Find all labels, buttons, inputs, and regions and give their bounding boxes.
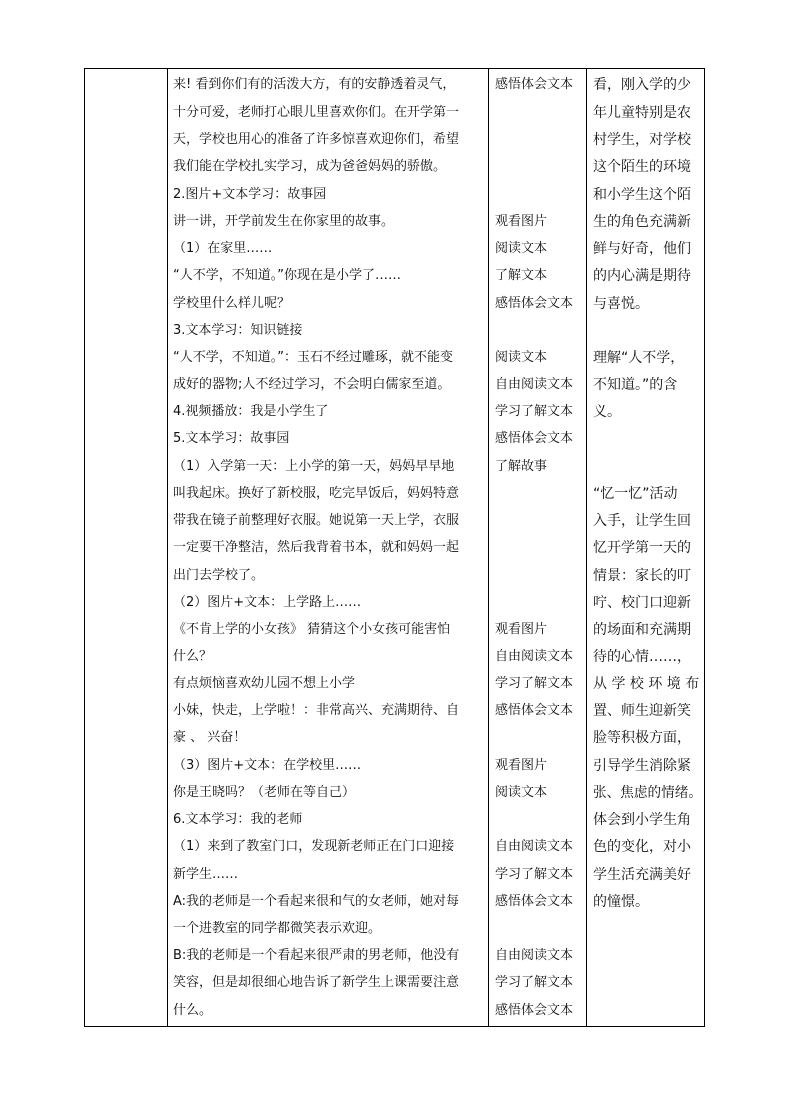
- text-line: 6.文本学习：我的老师: [173, 812, 303, 827]
- text-line: 的场面和充满期: [593, 622, 691, 638]
- text-line: 小妹，快走，上学啦！：非常高兴、充满期待、自: [173, 703, 460, 718]
- text-line: 自由阅读文本: [495, 377, 574, 392]
- column-design-intent: [587, 69, 706, 1026]
- text-line: “忆一忆”活动: [593, 486, 678, 502]
- text-line: 叫我起床。换好了新校服，吃完早饭后，妈妈特意: [173, 486, 460, 501]
- text-line: （1）来到了教室门口，发现新老师正在门口迎接: [173, 839, 455, 854]
- text-line: 鲜与好奇，他们: [593, 241, 691, 257]
- text-line: 5.文本学习：故事园: [173, 431, 290, 446]
- text-line: 学习了解文本: [495, 404, 574, 419]
- text-line: 出门去学校了。: [173, 568, 265, 583]
- column-teaching-content: [168, 69, 488, 1026]
- text-line: 《不肯上学的小女孩》 猜猜这个小女孩可能害怕: [173, 622, 451, 637]
- lesson-plan-table: [84, 68, 705, 1027]
- text-line: 和小学生这个陌: [593, 187, 691, 203]
- text-line: 感悟体会文本: [495, 296, 574, 311]
- text-line: 色的变化，对小: [593, 839, 691, 855]
- text-line: （1）入学第一天：上小学的第一天，妈妈早早地: [173, 459, 455, 474]
- text-line: 年儿童特别是农: [593, 105, 691, 121]
- text-line: 学习了解文本: [495, 867, 574, 882]
- text-line: 理解“人不学，: [593, 350, 685, 366]
- text-line: 带我在镜子前整理好衣服。她说第一天上学，衣服: [173, 513, 460, 528]
- text-line: 笑容，但是却很细心地告诉了新学生上课需要注意: [173, 975, 460, 990]
- text-line: 入手，让学生回: [593, 513, 691, 529]
- text-line: （1）在家里……: [173, 241, 273, 256]
- text-line: 豪 、 兴奋！: [173, 730, 247, 745]
- text-line: 感悟体会文本: [495, 431, 574, 446]
- text-line: 张、焦虑的情绪。: [593, 785, 702, 801]
- text-line: 忆开学第一天的: [593, 540, 691, 556]
- text-line: “人不学，不知道。”你现在是小学了……: [173, 268, 401, 283]
- text-line: 学习了解文本: [495, 975, 574, 990]
- text-line: 义。: [593, 404, 621, 420]
- text-line: 这个陌生的环境: [593, 159, 691, 175]
- text-line: （2）图片+文本：上学路上……: [173, 595, 362, 610]
- text-line: 自由阅读文本: [495, 649, 574, 664]
- text-line: 什么。: [173, 1003, 213, 1018]
- text-line: 观看图片: [495, 214, 548, 229]
- text-line: 了解故事: [495, 459, 548, 474]
- text-line: 感悟体会文本: [495, 77, 574, 92]
- text-line: 我们能在学校扎实学习，成为爸爸妈妈的骄傲。: [173, 159, 447, 174]
- text-line: 的憧憬。: [593, 894, 649, 910]
- text-line: 看，刚入学的少: [593, 77, 691, 93]
- text-line: 不知道。”的含: [593, 377, 678, 393]
- text-line: 引导学生消除紧: [593, 758, 691, 774]
- text-line: 4.视频播放：我是小学生了: [173, 404, 329, 419]
- text-line: 一个进教室的同学都微笑表示欢迎。: [173, 921, 382, 936]
- text-line: 从 学 校 环 境 布: [593, 676, 700, 692]
- text-line: 有点烦恼喜欢幼儿园不想上小学: [173, 676, 356, 691]
- text-line: A:我的老师是一个看起来很和气的女老师，她对每: [173, 894, 460, 909]
- text-line: 感悟体会文本: [495, 703, 574, 718]
- text-line: 情景：家长的叮: [593, 568, 691, 584]
- text-line: 观看图片: [495, 622, 548, 637]
- text-line: 3.文本学习：知识链接: [173, 323, 303, 338]
- text-line: 感悟体会文本: [495, 894, 574, 909]
- text-line: 学习了解文本: [495, 676, 574, 691]
- text-line: 一定要干净整洁，然后我背着书本，就和妈妈一起: [173, 540, 460, 555]
- text-line: 新学生……: [173, 867, 239, 882]
- text-line: 自由阅读文本: [495, 948, 574, 963]
- text-line: （3）图片+文本：在学校里……: [173, 758, 362, 773]
- column-student-activity: [489, 69, 586, 1026]
- text-line: 脸等积极方面，: [593, 730, 691, 746]
- text-line: 2.图片+文本学习：故事园: [173, 187, 327, 202]
- text-line: 与喜悦。: [593, 296, 649, 312]
- text-line: 感悟体会文本: [495, 1003, 574, 1018]
- text-line: 生的角色充满新: [593, 214, 691, 230]
- text-line: 学生活充满美好: [593, 867, 691, 883]
- text-line: “人不学，不知道。”：玉石不经过雕琢，就不能变: [173, 350, 453, 365]
- text-line: 咛、校门口迎新: [593, 595, 691, 611]
- text-line: 阅读文本: [495, 785, 548, 800]
- text-line: 什么？: [173, 649, 213, 664]
- text-line: 置、师生迎新笑: [593, 703, 691, 719]
- text-line: 学校里什么样儿呢？: [173, 296, 291, 311]
- text-line: 的内心满是期待: [593, 268, 691, 284]
- text-line: 体会到小学生角: [593, 812, 691, 828]
- text-line: 待的心情……，: [593, 649, 691, 665]
- text-line: 天，学校也用心的准备了许多惊喜欢迎你们，希望: [173, 132, 460, 147]
- text-line: 十分可爱，老师打心眼儿里喜欢你们。在开学第一: [173, 105, 460, 120]
- text-line: 阅读文本: [495, 350, 548, 365]
- text-line: 了解文本: [495, 268, 548, 283]
- text-line: 阅读文本: [495, 241, 548, 256]
- text-line: 成好的器物;人不经过学习，不会明白儒家至道。: [173, 377, 451, 392]
- text-line: 观看图片: [495, 758, 548, 773]
- column-stage: [85, 69, 167, 1026]
- text-line: 自由阅读文本: [495, 839, 574, 854]
- text-line: 讲一讲，开学前发生在你家里的故事。: [173, 214, 395, 229]
- text-line: 你是王晓吗？（老师在等自己）: [173, 785, 356, 800]
- text-line: 来! 看到你们有的活泼大方，有的安静透着灵气，: [173, 77, 456, 92]
- text-line: B:我的老师是一个看起来很严肃的男老师，他没有: [173, 948, 460, 963]
- text-line: 村学生，对学校: [593, 132, 691, 148]
